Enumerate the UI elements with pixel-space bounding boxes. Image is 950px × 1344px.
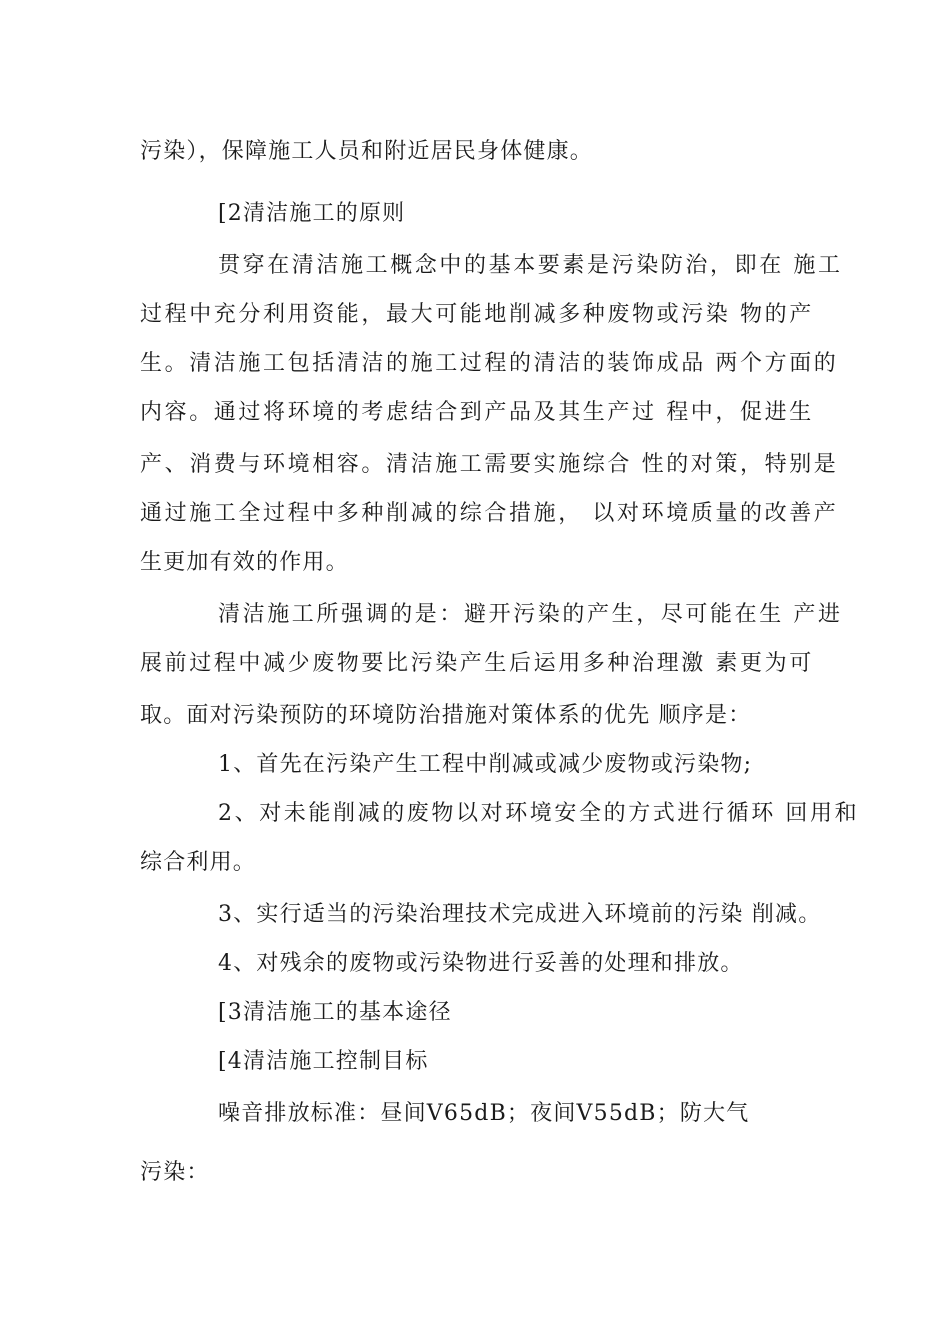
paragraph-line: 过程中充分利用资能，最大可能地削减多种废物或污染 物的产 xyxy=(140,302,814,327)
section-heading-4: [4清洁施工控制目标 xyxy=(218,1049,429,1074)
paragraph-line: 产、消费与环境相容。清洁施工需要实施综合 性的对策，特别是 xyxy=(140,452,839,477)
list-item-3: 3、实行适当的污染治理技术完成进入环境前的污染 削减。 xyxy=(218,902,822,927)
section-heading-2: [2清洁施工的原则 xyxy=(218,201,406,226)
paragraph-line: 展前过程中减少废物要比污染产生后运用多种治理激 素更为可 xyxy=(140,651,814,676)
list-item-4: 4、对残余的废物或污染物进行妥善的处理和排放。 xyxy=(218,951,744,976)
paragraph-line: 清洁施工所强调的是：避开污染的产生，尽可能在生 产进 xyxy=(218,602,843,627)
paragraph-line: 生更加有效的作用。 xyxy=(140,550,349,575)
section-heading-3: [3清洁施工的基本途径 xyxy=(218,1000,452,1025)
list-item-2-continuation: 综合利用。 xyxy=(140,850,257,875)
noise-standard-line: 噪音排放标准：昼间V65dB；夜间V55dB；防大气 xyxy=(218,1101,750,1126)
paragraph-line: 取。面对污染预防的环境防治措施对策体系的优先 顺序是： xyxy=(140,703,752,728)
paragraph-line: 贯穿在清洁施工概念中的基本要素是污染防治，即在 施工 xyxy=(218,253,843,278)
list-item-1: 1、首先在污染产生工程中削减或减少废物或污染物; xyxy=(218,752,753,777)
list-item-2: 2、对未能削减的废物以对环境安全的方式进行循环 回用和 xyxy=(218,801,860,826)
paragraph-line: 生。清洁施工包括清洁的施工过程的清洁的装饰成品 两个方面的 xyxy=(140,351,839,376)
paragraph-line: 内容。通过将环境的考虑结合到产品及其生产过 程中，促进生 xyxy=(140,400,814,425)
paragraph-line-continuation: 污染），保障施工人员和附近居民身体健康。 xyxy=(140,139,594,164)
paragraph-line: 通过施工全过程中多种削减的综合措施， 以对环境质量的改善产 xyxy=(140,501,839,526)
paragraph-line: 污染： xyxy=(140,1160,210,1185)
